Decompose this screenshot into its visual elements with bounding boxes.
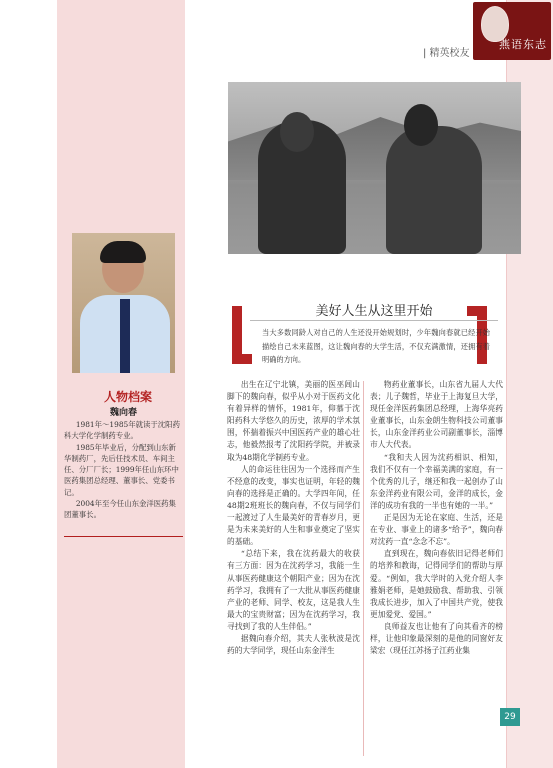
article-paragraph: 人的命运往往因为一个选择而产生不经意的改变，事实也证明，年轻的魏向春的选择是正确的。大学四年间，任48期2班班长的魏向春，不仅与同学们一起渡过了人生最美好的青春岁月，更是为未来美好的人生和事业奠定了坚实的基础。	[227, 464, 360, 547]
historical-couple-photo	[228, 82, 521, 254]
article-paragraph: 正是因为无论在家庭、生活，还是在专业、事业上的诸多“给予”，魏向春对沈药一直“念念不忘”。	[370, 513, 503, 547]
photo-person-left-head	[280, 112, 314, 152]
title-underline	[250, 320, 498, 321]
article-column-1	[227, 379, 360, 657]
article-column-2	[370, 379, 503, 657]
profile-name: 魏向春	[110, 408, 138, 418]
article-title: 美好人生从这里开始	[315, 304, 433, 319]
title-bracket-left	[232, 306, 242, 364]
photo-person-right-head	[404, 104, 438, 146]
section-label: | 精英校友	[423, 48, 470, 59]
profile-bio-paragraph: 1985年毕业后，分配到山东新华制药厂，先后任技术员、车间主任、分厂厂长；1999年任山东环中医药集团总经理、董事长、党委书记。	[64, 442, 179, 497]
profile-bio	[64, 419, 182, 521]
column-divider	[363, 381, 364, 756]
logo-text: 燕语东志	[499, 38, 547, 51]
photo-person-right	[386, 126, 482, 254]
profile-bio-paragraph: 2004年至今任山东金洋医药集团董事长。	[64, 499, 176, 520]
portrait-hair	[100, 241, 146, 263]
left-sidebar-band	[57, 0, 185, 768]
article-paragraph: 良师益友也让他有了向其看齐的榜样，让他印象最深刻的是他的同窗好友梁宏（现任江苏扬子江药业集	[370, 621, 503, 656]
magazine-logo	[473, 2, 551, 60]
article-paragraph: “总结下来，我在沈药最大的收获有三方面：因为在沈药学习，我能一生从事医药健康这个朝阳产业；因为在沈药学习，我拥有了一大批从事医药健康产业的老师、同学、校友，这是我人生最大的宝贵财富；因为在沈药学习，我寻找到了我的人生伴侣。”	[227, 549, 360, 631]
profile-portrait-photo	[72, 233, 175, 373]
article-paragraph: “我和夫人因为沈药相识、相知，我们不仅有一个幸福美满的家庭，有一个优秀的儿子，继还和我一起创办了山东金洋药业有限公司，金洋的成长，金洋的成功有我的一半也有她的一半。”	[370, 452, 503, 510]
article-paragraph: 物药业董事长，山东省九届人大代表；儿子魏哲，毕业于上海复旦大学，现任金洋医药集团总经理，上海华亮药业董事长，山东金朗生物科技公司董事长，山东金洋药业公司副董事长，淄博市人大代表。	[370, 380, 503, 450]
profile-bio-paragraph: 1981年～1985年就读于沈阳药科大学化学制药专业。	[64, 420, 180, 441]
profile-divider	[64, 536, 183, 537]
page-number-badge: 29	[500, 708, 520, 726]
article-paragraph: 出生在辽宁北镇，美丽的医巫闾山脚下的魏向春，似乎从小对于医药文化有着异样的情怀，1981年，仰慕于沈阳药科大学悠久的历史，浓厚的学术氛围，怀揣着振兴中国医药产业的雄心壮志，他毅然报考了沈阳药学院，并被录取为48期化学制药专业。	[227, 380, 360, 462]
article-lead: 当大多数同龄人对自己的人生还没开始规划时，少年魏向春就已经开始描绘自己未来蓝图，这让魏向春的大学生活，不仅充满激情，还拥有着明确的方向。	[262, 328, 490, 364]
article-paragraph: 直到现在，魏向春依旧记得老师们的培养和教诲，记得同学们的帮助与厚爱。“例如，我大学时的入党介绍人李雅娟老师，是她鼓励我、帮助我、引领我成长进步，加入了中国共产党，使我更加爱党、爱国。”	[370, 549, 503, 619]
portrait-tie	[120, 299, 130, 373]
article-paragraph: 据魏向春介绍，其夫人张秋波是沈药的大学同学，现任山东金洋生	[227, 633, 360, 656]
profile-title: 人物档案	[104, 390, 153, 404]
